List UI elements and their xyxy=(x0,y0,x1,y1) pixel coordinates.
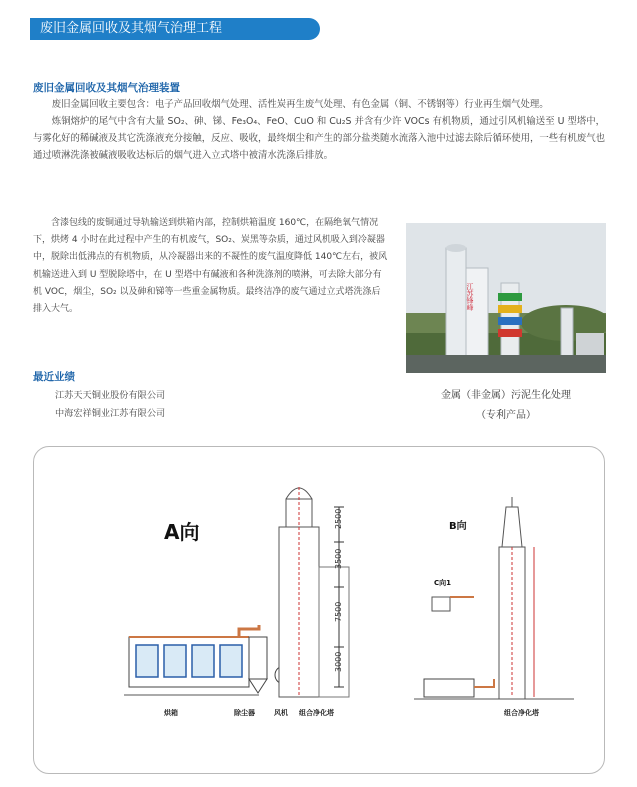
component-label: 除尘器 xyxy=(234,709,255,717)
tower-photo-illustration xyxy=(406,223,606,373)
component-label: 组合净化塔 xyxy=(504,709,539,717)
section-heading: 废旧金属回收及其烟气治理装置 xyxy=(33,82,180,94)
performance-heading: 最近业绩 xyxy=(33,371,75,383)
performance-item: 江苏天天铜业股份有限公司 xyxy=(55,390,166,401)
diagram-drawing xyxy=(34,447,604,773)
dim-label: 7500 xyxy=(334,601,343,622)
view-c-label: C向1 xyxy=(434,579,452,587)
view-a-label: A向 xyxy=(164,520,200,544)
tower-lettering: 江苏锋峰 xyxy=(466,283,474,311)
paragraph-1: 废旧金属回收主要包含：电子产品回收烟气处理、活性炭再生废气处理、有色金属（铜、不锈钢等）行业再生烟气处理。 xyxy=(51,99,549,110)
component-label: 风机 xyxy=(274,709,288,717)
photo-caption-line1: 金属（非金属）污泥生化处理 xyxy=(441,390,571,401)
paragraph-3: 含漆包线的废铜通过导轨输送到烘箱内部，控制烘箱温度 160℃，在隔绝氧气情况下，烘烤 4 小时在此过程中产生的有机废气，SO₂、炭黑等杂质，通过风机吸入到冷凝器中，脱除出低沸点的有机物质，从冷凝器出来的不凝性的废气温度降低 140℃左右，被风机输送进入到 U 型脱除塔中，在 U 型塔中有碱液和各种洗涤剂的喷淋，可去除大部分有机 VOC，烟尘，SO₂ 以及砷和锑等一些重金属物质。最终洁净的废气通过立式塔洗涤后排入大气。 xyxy=(33,218,388,315)
tower-photo xyxy=(406,223,606,373)
engineering-diagram xyxy=(33,446,605,774)
photo-caption-line2: （专利产品） xyxy=(476,410,536,421)
paragraph-2: 炼铜熔炉的尾气中含有大量 SO₂、砷、锑、Fe₃O₄、FeO、CuO 和 Cu₂S 并含有少许 VOCs 有机物质，通过引风机输送至 U 型塔中，与雾化好的稀碱液及其它洗涤液充分接触，反应、吸收，最终烟尘和产生的部分盐类随水流落入池中过滤去除后循环使用，一些有机废气也通过喷淋洗涤被碱液吸收达标后的烟气进入立式塔中被清水洗涤后排放。 xyxy=(33,116,605,161)
dim-label: 2500 xyxy=(334,508,343,529)
performance-item: 中海宏祥铜业江苏有限公司 xyxy=(55,408,166,419)
intro-paragraphs xyxy=(33,96,605,164)
dim-label: 3000 xyxy=(334,651,343,672)
paragraph-3-block xyxy=(33,215,388,318)
component-label: 组合净化塔 xyxy=(299,709,334,717)
page-title: 废旧金属回收及其烟气治理工程 xyxy=(40,21,223,36)
section-title-banner xyxy=(30,18,320,40)
component-label: 烘箱 xyxy=(164,709,178,717)
view-b-label: B向 xyxy=(449,521,467,532)
dim-label: 3500 xyxy=(334,548,343,569)
